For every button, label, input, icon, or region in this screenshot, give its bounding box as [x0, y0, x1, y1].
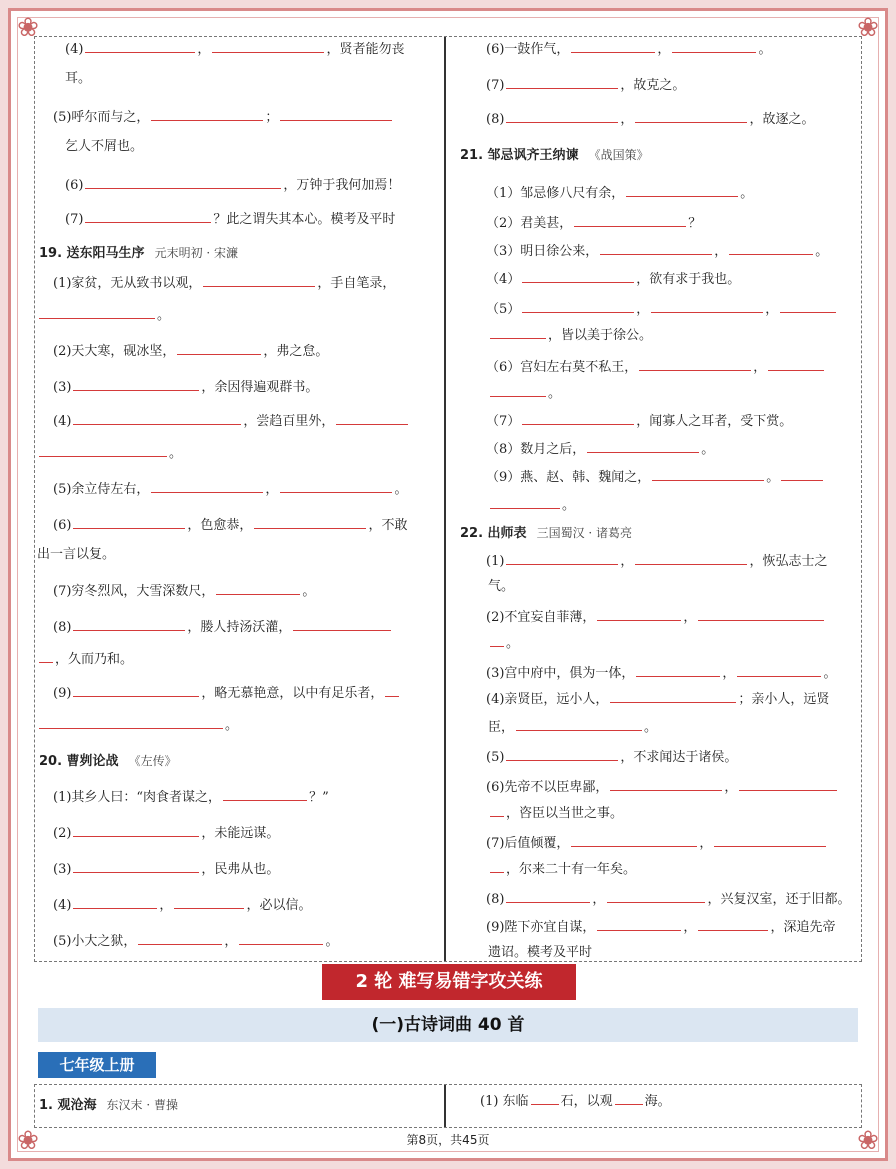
question-line: (6) ，色愈恭， ，不敢 [53, 515, 407, 536]
answer-blank[interactable] [85, 175, 281, 189]
answer-blank[interactable] [85, 39, 195, 53]
question-line: （4） ，欲有求于我也。 [486, 269, 740, 290]
answer-blank[interactable] [506, 551, 618, 565]
answer-blank[interactable] [151, 107, 263, 121]
question-line: (5)余立侍左右， ， 。 [53, 479, 407, 500]
answer-blank[interactable] [490, 633, 504, 647]
answer-blank[interactable] [635, 109, 747, 123]
section-banner: 2 轮 难写易错字攻关练 [322, 964, 576, 1000]
bottom-left-cell [35, 1085, 446, 1127]
question-line: （6）宫妇左右莫不私王， ， [486, 357, 826, 378]
section-title: 1. 观沧海 东汉末 · 曹操 [39, 1098, 178, 1113]
question-line: ，久而乃和。 [37, 649, 133, 670]
answer-blank[interactable] [615, 1091, 643, 1105]
answer-blank[interactable] [651, 299, 763, 313]
answer-blank[interactable] [698, 917, 768, 931]
question-line: (3) ，余因得遍观群书。 [53, 377, 318, 398]
answer-blank[interactable] [73, 895, 157, 909]
question-line: （2）君美甚， ？ [486, 213, 701, 234]
answer-blank[interactable] [522, 299, 634, 313]
answer-blank[interactable] [768, 357, 824, 371]
question-line: (5)呼尔而与之， ； [53, 107, 394, 128]
answer-blank[interactable] [600, 241, 712, 255]
section-title: 22. 出师表 三国蜀汉 · 诸葛亮 [460, 526, 633, 541]
corner-ornament-icon: ❀ [17, 1126, 39, 1156]
bottom-right-cell [446, 1085, 861, 1127]
question-line: (7) ？此之谓失其本心。模考及平时 [65, 209, 395, 230]
corner-ornament-icon: ❀ [857, 13, 879, 43]
answer-blank[interactable] [223, 787, 307, 801]
answer-blank[interactable] [610, 689, 736, 703]
question-line: (4) ， ，必以信。 [53, 895, 311, 916]
question-line: (6) ，万钟于我何加焉！ [65, 175, 400, 196]
answer-blank[interactable] [39, 715, 223, 729]
answer-blank[interactable] [151, 479, 263, 493]
question-line: 。 [488, 383, 561, 404]
answer-blank[interactable] [626, 183, 738, 197]
question-line: (1)家贫，无从致书以观， ，手自笔录， [53, 273, 395, 294]
question-line: (1)其乡人曰：“肉食者谋之， ？” [53, 787, 329, 808]
answer-blank[interactable] [636, 663, 720, 677]
answer-blank[interactable] [698, 607, 824, 621]
answer-blank[interactable] [293, 617, 391, 631]
question-line: (3) ，民弗从也。 [53, 859, 279, 880]
answer-blank[interactable] [587, 439, 699, 453]
answer-blank[interactable] [490, 325, 546, 339]
question-line: (3)宫中府中，俱为一体， ， 。 [486, 663, 836, 684]
answer-blank[interactable] [177, 341, 261, 355]
question-line: 遗诏。模考及平时 [488, 945, 593, 960]
question-line: ，尔来二十有一年矣。 [488, 859, 636, 880]
answer-blank[interactable] [739, 777, 837, 791]
answer-blank[interactable] [506, 109, 618, 123]
answer-blank[interactable] [531, 1091, 559, 1105]
answer-blank[interactable] [280, 479, 392, 493]
question-line: (9) ，略无慕艳意，以中有足乐者， [53, 683, 401, 704]
answer-blank[interactable] [506, 75, 618, 89]
answer-blank[interactable] [607, 889, 705, 903]
section-title: 21. 邹忌讽齐王纳谏 《战国策》 [460, 148, 649, 163]
answer-blank[interactable] [714, 833, 826, 847]
answer-blank[interactable] [610, 777, 722, 791]
answer-blank[interactable] [635, 551, 747, 565]
question-line: 耳。 [65, 71, 92, 86]
answer-blank[interactable] [85, 209, 211, 223]
question-line: (1) 东临 石，以观 海。 [480, 1091, 671, 1112]
question-line: (4)亲贤臣，远小人， ；亲小人，远贤 [486, 689, 829, 710]
question-line: （9）燕、赵、韩、魏闻之， 。 [486, 467, 825, 488]
question-line: (6)先帝不以臣卑鄙， ， [486, 777, 839, 798]
question-line: 。 [488, 633, 519, 654]
question-line: (4) ，尝趋百里外， [53, 411, 410, 432]
question-line: (6)一鼓作气， ， 。 [486, 39, 771, 60]
question-line: （8）数月之后， 。 [486, 439, 714, 460]
answer-blank[interactable] [490, 859, 504, 873]
answer-blank[interactable] [73, 515, 185, 529]
answer-blank[interactable] [212, 39, 324, 53]
section-title: 19. 送东阳马生序 元末明初 · 宋濂 [39, 246, 239, 261]
question-line: ，咨臣以当世之事。 [488, 803, 623, 824]
question-line: (2)天大寒，砚冰坚， ，弗之怠。 [53, 341, 328, 362]
question-line: (7) ，故克之。 [486, 75, 685, 96]
answer-blank[interactable] [490, 803, 504, 817]
exercise-grid [34, 36, 862, 962]
question-line: (7)穷冬烈风，大雪深数尺， 。 [53, 581, 315, 602]
question-line: (4) ， ，贤者能勿丧 [65, 39, 404, 60]
question-line: （7） ，闻寡人之耳者，受下赏。 [486, 411, 792, 432]
question-line: (8) ， ，故逐之。 [486, 109, 814, 130]
answer-blank[interactable] [571, 39, 655, 53]
answer-blank[interactable] [597, 917, 681, 931]
answer-blank[interactable] [280, 107, 392, 121]
question-line: (1) ， ，恢弘志士之 [486, 551, 827, 572]
corner-ornament-icon: ❀ [17, 13, 39, 43]
question-line: 。 [37, 715, 238, 736]
answer-blank[interactable] [73, 411, 241, 425]
question-line: 乞人不屑也。 [65, 139, 144, 154]
answer-blank[interactable] [39, 649, 53, 663]
answer-blank[interactable] [729, 241, 813, 255]
question-line: ，皆以美于徐公。 [488, 325, 652, 346]
question-line: （1）邹忌修八尺有余， 。 [486, 183, 753, 204]
page-number: 第8页，共45页 [406, 1133, 490, 1147]
answer-blank[interactable] [522, 269, 634, 283]
answer-blank[interactable] [73, 683, 199, 697]
subsection-header: (一)古诗词曲 40 首 [38, 1008, 858, 1042]
answer-blank[interactable] [254, 515, 366, 529]
question-line: (2)不宜妄自菲薄， ， [486, 607, 826, 628]
question-line: (9)陛下亦宜自谋， ， ，深追先帝 [486, 917, 835, 938]
answer-blank[interactable] [506, 889, 590, 903]
question-line: 。 [37, 443, 182, 464]
bottom-exercise-box [34, 1084, 862, 1128]
answer-blank[interactable] [239, 931, 323, 945]
question-line: （3）明日徐公来， ， 。 [486, 241, 828, 262]
question-line: (7)后值倾覆， ， [486, 833, 828, 854]
question-line: (5) ，不求闻达于诸侯。 [486, 747, 737, 768]
answer-blank[interactable] [174, 895, 244, 909]
answer-blank[interactable] [597, 607, 681, 621]
right-column [446, 37, 861, 961]
answer-blank[interactable] [639, 357, 751, 371]
corner-ornament-icon: ❀ [857, 1126, 879, 1156]
answer-blank[interactable] [73, 617, 185, 631]
answer-blank[interactable] [522, 411, 634, 425]
answer-blank[interactable] [385, 683, 399, 697]
answer-blank[interactable] [73, 377, 199, 391]
question-line: 气。 [488, 579, 515, 594]
question-line: 。 [37, 305, 170, 326]
question-line: （5） ， ， [486, 299, 838, 320]
answer-blank[interactable] [203, 273, 315, 287]
answer-blank[interactable] [39, 443, 167, 457]
answer-blank[interactable] [506, 747, 618, 761]
answer-blank[interactable] [490, 383, 546, 397]
answer-blank[interactable] [73, 823, 199, 837]
section-title: 20. 曹刿论战 《左传》 [39, 754, 177, 769]
answer-blank[interactable] [571, 833, 697, 847]
grade-tag: 七年级上册 [38, 1052, 156, 1078]
question-line: 出一言以复。 [37, 547, 116, 562]
answer-blank[interactable] [652, 467, 764, 481]
answer-blank[interactable] [516, 717, 642, 731]
answer-blank[interactable] [781, 467, 823, 481]
answer-blank[interactable] [138, 931, 222, 945]
answer-blank[interactable] [672, 39, 756, 53]
answer-blank[interactable] [490, 495, 560, 509]
answer-blank[interactable] [39, 305, 155, 319]
answer-blank[interactable] [780, 299, 836, 313]
question-line: (5)小大之狱， ， 。 [53, 931, 338, 952]
question-line: (8) ，媵人持汤沃灌， [53, 617, 393, 638]
question-line: (8) ， ，兴复汉室，还于旧都。 [486, 889, 850, 910]
left-column [35, 37, 446, 961]
answer-blank[interactable] [737, 663, 821, 677]
answer-blank[interactable] [216, 581, 300, 595]
answer-blank[interactable] [336, 411, 408, 425]
answer-blank[interactable] [574, 213, 686, 227]
question-line: (2) ，未能远谋。 [53, 823, 279, 844]
question-line: 臣， 。 [488, 717, 657, 738]
answer-blank[interactable] [73, 859, 199, 873]
question-line: 。 [488, 495, 575, 516]
